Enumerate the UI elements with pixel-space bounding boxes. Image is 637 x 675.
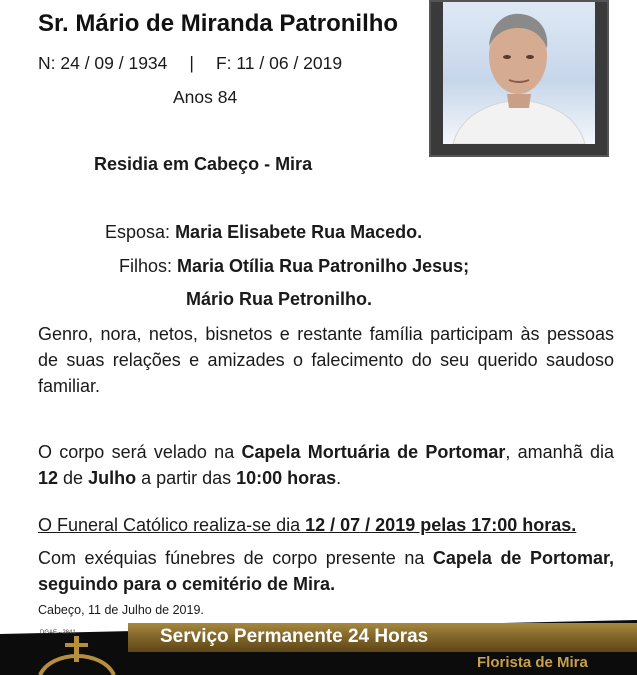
florist-name: Florista de Mira [477, 654, 588, 671]
license-code: DGAE - 2841 [40, 630, 76, 636]
wake-details [38, 439, 614, 491]
date-separator: | [189, 53, 194, 73]
burial-text: Com exéquias fúnebres de corpo presente na [38, 548, 433, 568]
residence: Residia em Cabeço - Mira [94, 154, 313, 174]
wake-day: 12 [38, 468, 59, 488]
place-and-date: Cabeço, 11 de Julho de 2019. [38, 603, 204, 617]
birth-date: N: 24 / 09 / 1934 [38, 53, 168, 73]
funeral-details [38, 512, 614, 538]
wake-month: Julho [88, 468, 137, 488]
life-dates [38, 53, 342, 74]
service-slogan: Serviço Permanente 24 Horas [160, 626, 429, 647]
wake-time: 10:00 horas [236, 468, 337, 488]
child-name-2: Mário Rua Petronilho. [186, 289, 373, 309]
funeral-datetime: 12 / 07 / 2019 pelas 17:00 horas. [305, 515, 577, 535]
age: Anos 84 [173, 87, 238, 107]
spouse-line [105, 222, 422, 243]
wake-text-3: de [58, 468, 89, 488]
portrait-frame [429, 0, 609, 157]
footer-banner [0, 620, 637, 675]
wake-text-2: , amanhã dia [505, 442, 614, 462]
burial-details [38, 545, 614, 597]
announcement: Genro, nora, netos, bisnetos e restante família participam às pessoas de suas relações e amizades o falecimento do seu querido saudoso familiar. [38, 324, 614, 396]
wake-text-5: . [336, 468, 342, 488]
spouse-name: Maria Elisabete Rua Macedo. [175, 222, 423, 242]
spouse-label: Esposa: [105, 222, 171, 242]
children-line [119, 256, 469, 277]
children-label: Filhos: [119, 256, 173, 276]
deceased-name: Sr. Mário de Miranda Patronilho [38, 10, 399, 37]
death-date: F: 11 / 06 / 2019 [215, 53, 343, 73]
burial-chapel: Capela de Portomar, seguindo para o cemitério de Mira. [38, 548, 614, 594]
wake-text-4: a partir das [136, 468, 237, 488]
wake-place: Capela Mortuária de Portomar [241, 442, 506, 462]
portrait-photo [443, 2, 595, 144]
child-name: Maria Otília Rua Patronilho Jesus; [177, 256, 470, 276]
portrait-illustration [443, 2, 595, 144]
wake-text: O corpo será velado na [38, 442, 242, 462]
funeral-text: O Funeral Católico realiza-se dia [38, 515, 306, 535]
